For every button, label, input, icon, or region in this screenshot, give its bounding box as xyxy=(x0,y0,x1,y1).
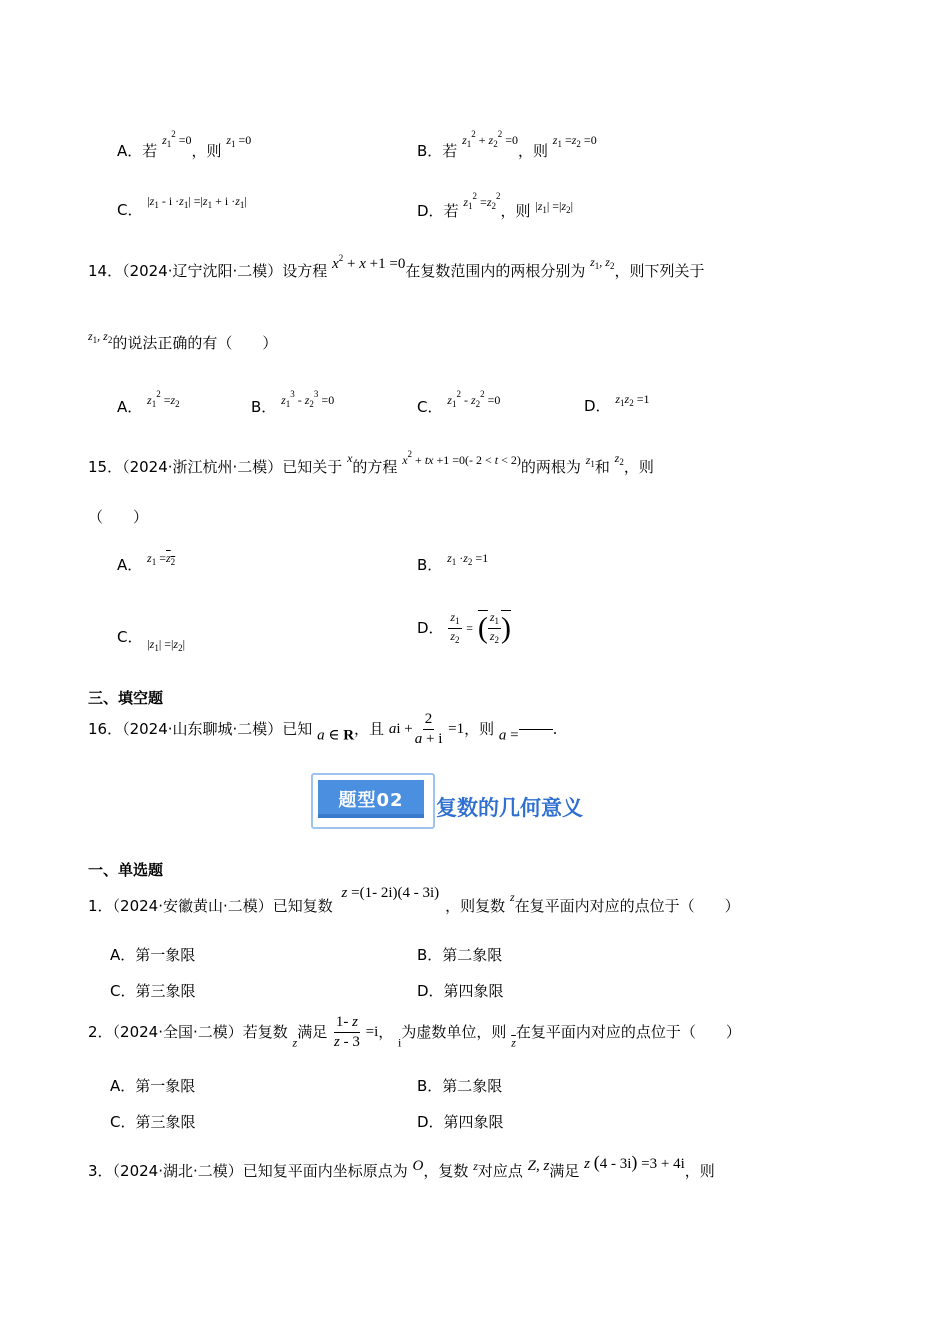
q15-option-c: C． $_{|z_1| =|z_2|}$ xyxy=(117,628,185,653)
q1-option-b: B．第二象限 xyxy=(417,946,503,964)
q15-option-a: A． $^{z_1 =z_2}$ xyxy=(117,551,176,574)
q2-option-c: C．第三象限 xyxy=(110,1113,196,1131)
q14-option-b: B． $^{z_1^3 - z_2^3 =0}$ xyxy=(251,389,335,416)
q14-stem-line2: $^{z_1, z_2}$的说法正确的有（ ） xyxy=(88,329,278,352)
q13-option-b: B．若 $^{z_1^2 + z_2^2 =0}$，则 $^{z_1 =z_2 =0}$ xyxy=(417,129,597,160)
q2-option-b: B．第二象限 xyxy=(417,1077,503,1095)
q16-stem: 16．（2024·山东聊城·二模）已知 a ∈ R，且 ai + $\frac{2}{a + i}$ =1，则 a = . xyxy=(88,711,558,747)
section-fill-in: 三、填空题 xyxy=(88,689,164,707)
q2-option-d: D．第四象限 xyxy=(417,1113,504,1131)
q13-option-d: D．若 $^{z_1^2 =z_2^2}$，则 $^{|z_1| =|z_2|}$ xyxy=(417,191,574,220)
q2-option-a: A．第一象限 xyxy=(110,1077,196,1095)
q14-option-d: D． $^{z_1z_2 =1}$ xyxy=(584,392,650,415)
topic-title: 复数的几何意义 xyxy=(436,796,583,820)
q13-option-a: A．若 $^{z_1^2 =0}$，则 $^{z_1 =0}$ xyxy=(117,129,252,160)
q1-option-c: C．第三象限 xyxy=(110,982,196,1000)
section-single-choice: 一、单选题 xyxy=(88,861,164,879)
q2-stem: 2．（2024·全国·二模）若复数 $_z$满足 $\frac{1- z}{z - 3}$ =i， $_i$为虚数单位，则 $_{\overline{z}}$在复平面内对应的点位于（ ） xyxy=(88,1014,741,1050)
q15-option-b: B． $^{z_1 \cdot z_2 =1}$ xyxy=(417,551,489,574)
q1-option-d: D．第四象限 xyxy=(417,982,504,1000)
q14-option-c: C． $^{z_1^2 - z_2^2 =0}$ xyxy=(417,389,501,416)
q1-option-a: A．第一象限 xyxy=(110,946,196,964)
q14-stem: 14．（2024·辽宁沈阳·二模）设方程 $x^2 + x +1 =0$在复数范围内的两根分别为 $^{z_1, z_2}$，则下列关于 xyxy=(88,253,705,280)
topic-badge: 题型02 xyxy=(318,780,424,818)
q1-stem: 1．（2024·安徽黄山·二模）已知复数 z =(1- 2i)(4 - 3i)，则复数 $^z$在复平面内对应的点位于（ ） xyxy=(88,885,740,915)
q13-option-c: C． $^{|z_1 - i \cdot z_1| =|z_1 + i \cdot z_1|}$ xyxy=(117,194,247,219)
q14-option-a: A． $^{z_1^2 =z_2}$ xyxy=(117,389,180,416)
q15-paren: （ ） xyxy=(88,508,149,526)
q15-stem: 15．（2024·浙江杭州·二模）已知关于 $^x$的方程 $^{x^2 + tx +1 =0(- 2 < t < 2)}$的两根为 $^{z_1}$和 $^{z_2}$，则 xyxy=(88,449,654,476)
q3-stem: 3．（2024·湖北·二模）已知复平面内坐标原点为 O，复数 $^z$对应点 Z, z满足 z (4 - 3i) =3 + 4i，则 xyxy=(88,1152,715,1180)
q15-option-d: D． $\frac{z_1}{z_2}$ = ( $\frac{z_1}{z_2}$ ) xyxy=(417,609,512,645)
